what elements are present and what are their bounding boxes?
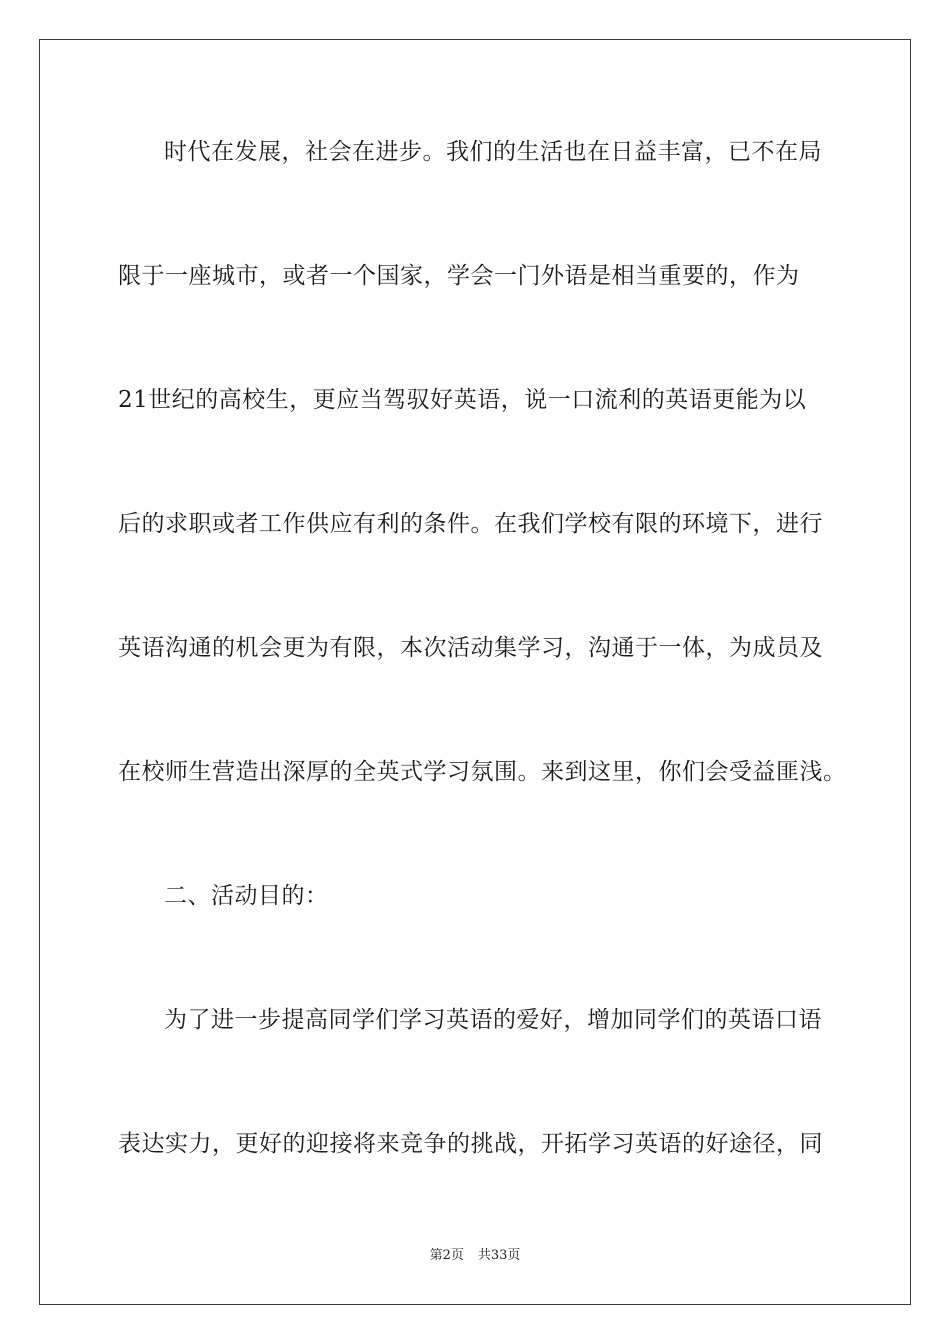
total-pages: 共33页: [477, 1248, 521, 1263]
page-border: [39, 39, 911, 1305]
page-number: 第2页: [429, 1248, 464, 1263]
paragraph-line: 后的求职或者工作供应有利的条件。在我们学校有限的环境下，进行: [118, 511, 823, 537]
paragraph-line: 21世纪的高校生，更应当驾驭好英语，说一口流利的英语更能为以: [118, 387, 807, 413]
paragraph-line: 英语沟通的机会更为有限，本次活动集学习，沟通于一体，为成员及: [118, 635, 823, 661]
paragraph-line: 为了进一步提高同学们学习英语的爱好，增加同学们的英语口语: [164, 1007, 822, 1033]
paragraph-line: 时代在发展，社会在进步。我们的生活也在日益丰富，已不在局: [164, 139, 822, 165]
page-footer: [0, 1247, 950, 1265]
paragraph-line: 在校师生营造出深厚的全英式学习氛围。来到这里，你们会受益匪浅。: [118, 759, 847, 785]
paragraph-line: 限于一座城市，或者一个国家，学会一门外语是相当重要的，作为: [118, 263, 800, 289]
section-heading: 二、活动目的：: [164, 883, 329, 909]
paragraph-line: 表达实力，更好的迎接将来竞争的挑战，开拓学习英语的好途径，同: [118, 1131, 823, 1157]
